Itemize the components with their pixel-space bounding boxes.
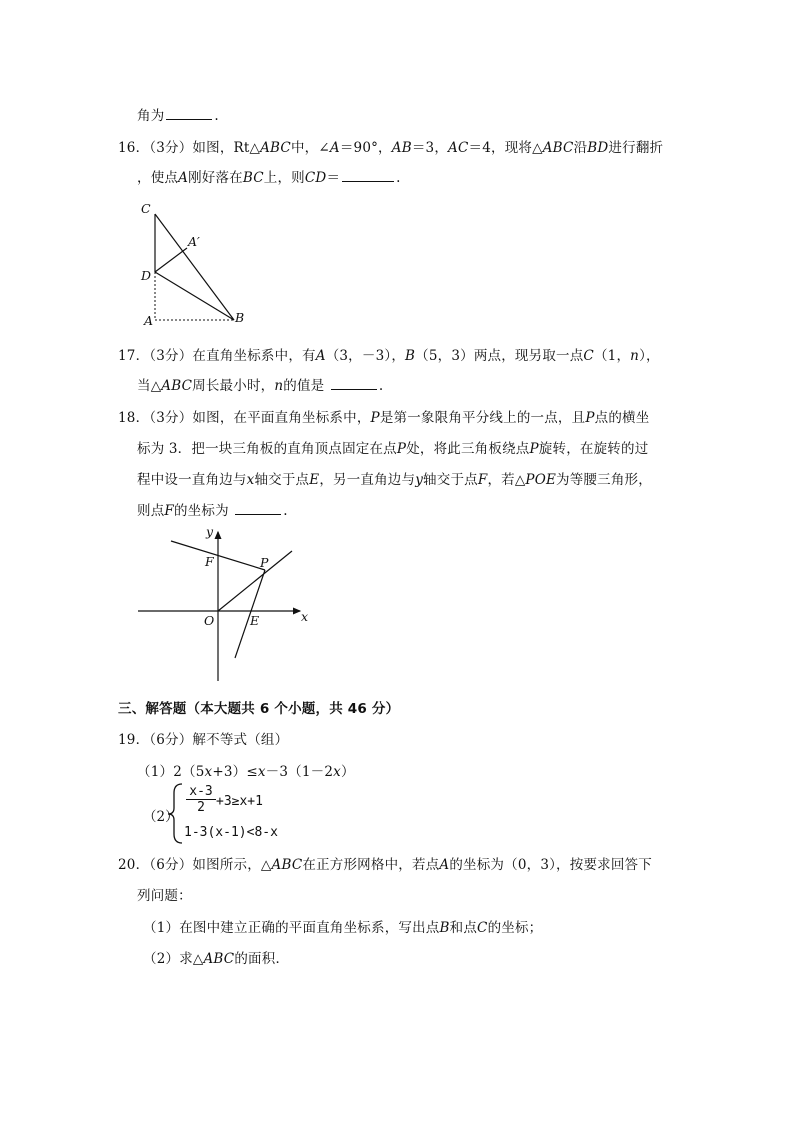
section-heading: 三、解答题（本大题共 6 个小题，共 46 分） — [118, 701, 400, 717]
label-b: B — [235, 310, 245, 325]
label-p: P — [260, 555, 269, 570]
q16-line1: 16．（3分）如图，Rt△ABC中，∠A＝90°，AB＝3，AC＝4，现将△ABC沿BD进行翻折 — [118, 140, 664, 156]
q18-line4: 则点F的坐标为 . — [137, 503, 288, 519]
q20-part1: （1）在图中建立正确的平面直角坐标系，写出点B和点C的坐标； — [143, 920, 543, 936]
q17-line1: 17．（3分）在直角坐标系中，有A（3，－3），B（5，3）两点，现另取一点C（1，n）， — [118, 348, 660, 364]
system-line2: 1-3(x-1)<8-x — [184, 825, 278, 840]
q19-part1: （1）2（5x+3）≤x－3（1－2x） — [137, 764, 355, 780]
label-d: D — [141, 268, 152, 283]
system-line1-rest: +3≥x+1 — [216, 794, 263, 809]
label-y: y — [206, 524, 214, 539]
q15-tail: 角为 . — [137, 108, 219, 124]
label-f: F — [205, 554, 214, 569]
label-a-prime: A′ — [188, 234, 200, 249]
q20-line2: 列问题： — [137, 888, 192, 904]
q18-line3: 程中设一直角边与x轴交于点E，另一直角边与y轴交于点F，若△POE为等腰三角形， — [137, 472, 652, 488]
q20-line1: 20．（6分）如图所示，△ABC在正方形网格中，若点A的坐标为（0，3），按要求回答下 — [118, 857, 652, 873]
label-o: O — [204, 613, 215, 628]
q20-part2: （2）求△ABC的面积． — [143, 951, 290, 967]
q16-line2: ，使点A刚好落在BC上，则CD＝ . — [137, 170, 401, 186]
label-x: x — [301, 609, 309, 624]
label-e: E — [250, 613, 260, 628]
q17-line2: 当△ABC周长最小时，n的值是 . — [137, 378, 384, 394]
q18-line1: 18．（3分）如图，在平面直角坐标系中，P是第一象限角平分线上的一点，且P点的横坐 — [118, 410, 650, 426]
fraction: x-3 2 — [186, 784, 216, 815]
q19-part2-label: （2） — [143, 809, 179, 825]
q19-line1: 19．（6分）解不等式（组） — [118, 732, 289, 748]
q18-line2: 标为 3．把一块三角板的直角顶点固定在点P处，将此三角板绕点P旋转，在旋转的过 — [137, 441, 649, 457]
label-a: A — [144, 313, 154, 328]
label-c: C — [141, 201, 151, 216]
